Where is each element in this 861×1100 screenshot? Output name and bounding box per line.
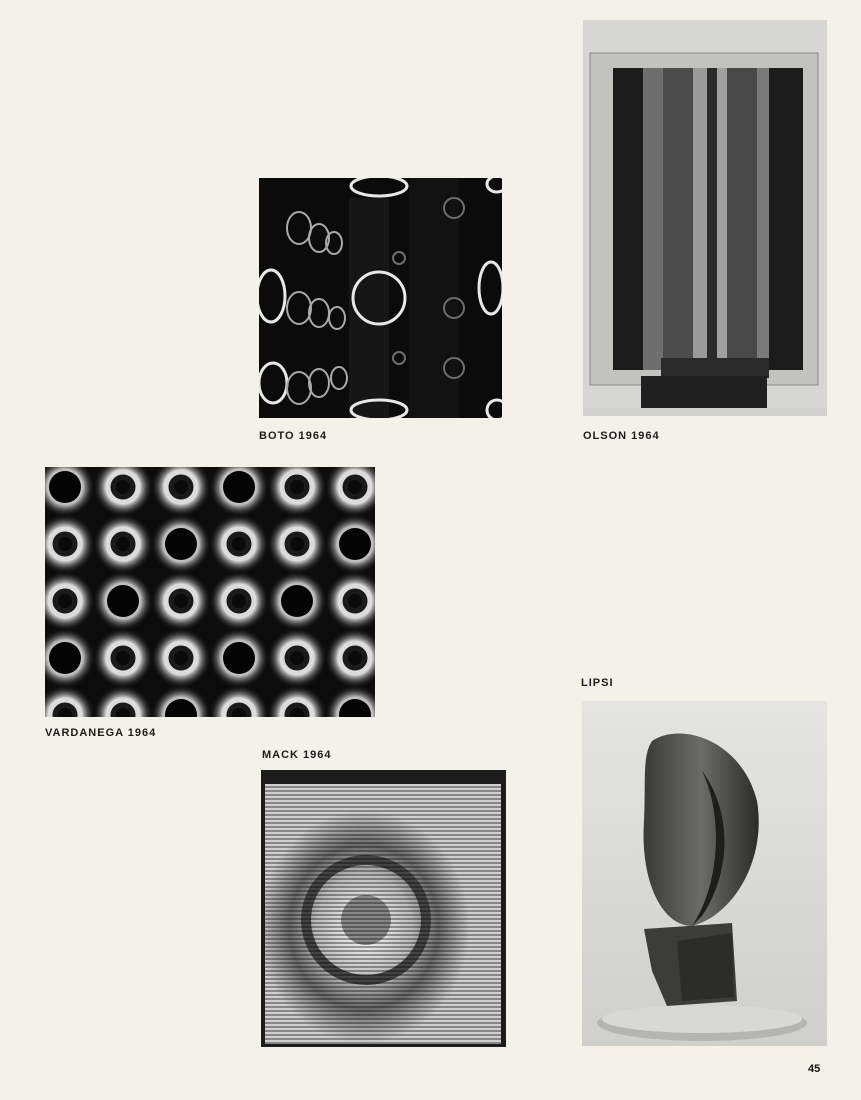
mack-caption: MACK 1964 [262,749,332,761]
vardanega-caption: VARDANEGA 1964 [45,727,157,739]
mack-photo [261,770,506,1047]
lipsi-caption: LIPSI [581,677,614,689]
vardanega-photo [45,467,375,717]
lipsi-photo [582,701,827,1046]
olson-photo [583,20,827,416]
boto-photo [259,178,502,418]
page-number: 45 [808,1063,821,1075]
boto-caption: BOTO 1964 [259,430,328,442]
olson-caption: OLSON 1964 [583,430,660,442]
